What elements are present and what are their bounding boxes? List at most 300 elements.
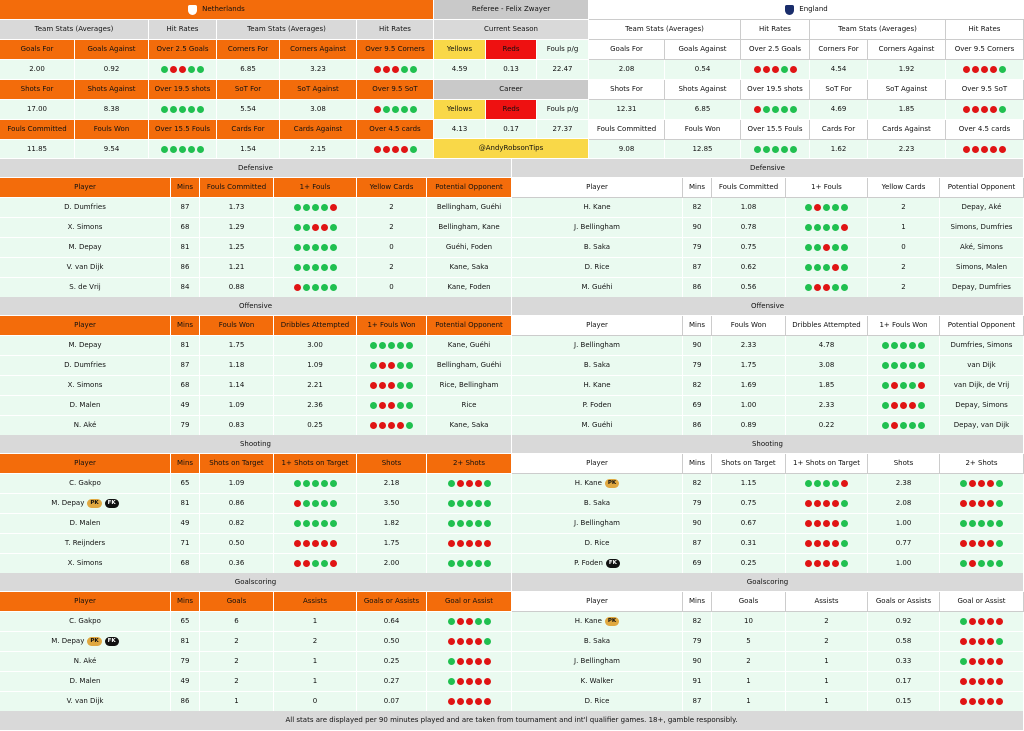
hit-dot-icon: [448, 658, 455, 665]
player-stat: 1: [274, 672, 357, 692]
player-name: [0, 494, 171, 514]
column-header: Mins: [171, 316, 200, 336]
miss-dot-icon: [996, 678, 1003, 685]
miss-dot-icon: [466, 618, 473, 625]
player-stat: 86: [171, 258, 200, 278]
player-name: [0, 692, 171, 712]
miss-dot-icon: [374, 146, 381, 153]
miss-dot-icon: [978, 480, 985, 487]
miss-dot-icon: [972, 146, 979, 153]
free-kick-taker-badge: FK: [105, 499, 119, 508]
player-stat: 1.69: [712, 376, 786, 396]
miss-dot-icon: [448, 698, 455, 705]
miss-dot-icon: [475, 480, 482, 487]
column-header: Mins: [171, 454, 200, 474]
player-stat: 0.36: [200, 554, 274, 574]
hit-dot-icon: [841, 560, 848, 567]
stat-label: Cards For: [810, 120, 868, 140]
miss-dot-icon: [969, 618, 976, 625]
player-name-text: J. Bellingham: [574, 519, 620, 527]
miss-dot-icon: [969, 560, 976, 567]
player-stat: Depay, Simons: [940, 396, 1024, 416]
hit-dot-icon: [832, 204, 839, 211]
player-name-text: H. Kane: [574, 617, 602, 625]
miss-dot-icon: [294, 284, 301, 291]
player-stat: 6: [200, 612, 274, 632]
miss-dot-icon: [475, 698, 482, 705]
stat-value: [946, 140, 1024, 159]
player-stat: 3.50: [357, 494, 427, 514]
column-header: Potential Opponent: [940, 178, 1024, 198]
stat-value: [741, 60, 810, 80]
hit-dot-icon: [294, 264, 301, 271]
miss-dot-icon: [978, 698, 985, 705]
credit-handle: @AndyRobsonTips: [434, 139, 589, 159]
free-kick-taker-badge: FK: [105, 637, 119, 646]
column-header: Player: [512, 178, 683, 198]
miss-dot-icon: [978, 658, 985, 665]
hit-dot-icon: [960, 618, 967, 625]
miss-dot-icon: [388, 382, 395, 389]
player-name: [0, 632, 171, 652]
player-stat: 1.00: [868, 554, 940, 574]
miss-dot-icon: [330, 560, 337, 567]
column-header: Shots on Target: [200, 454, 274, 474]
player-stat: 82: [683, 198, 712, 218]
miss-dot-icon: [370, 382, 377, 389]
player-stat: 2: [200, 632, 274, 652]
player-name-text: M. Guéhi: [581, 421, 613, 429]
stat-value: [149, 100, 217, 120]
miss-dot-icon: [370, 422, 377, 429]
player-stat: [427, 632, 512, 652]
player-name: [0, 356, 171, 376]
free-kick-taker-badge: FK: [606, 559, 620, 568]
column-header: Mins: [683, 178, 712, 198]
miss-dot-icon: [763, 66, 770, 73]
hit-dot-icon: [823, 264, 830, 271]
hit-dot-icon: [996, 480, 1003, 487]
miss-dot-icon: [987, 540, 994, 547]
stat-label: Over 15.5 Fouls: [149, 120, 217, 140]
stat-label: Over 9.5 SoT: [946, 80, 1024, 100]
hit-dot-icon: [891, 362, 898, 369]
miss-dot-icon: [990, 66, 997, 73]
player-stat: 1: [868, 218, 940, 238]
stat-value: 3.23: [280, 60, 357, 80]
player-stat: Rice, Bellingham: [427, 376, 512, 396]
hit-dot-icon: [330, 264, 337, 271]
hit-dot-icon: [321, 480, 328, 487]
player-stat: 1.82: [357, 514, 427, 534]
player-stat: [274, 554, 357, 574]
hit-dot-icon: [805, 480, 812, 487]
miss-dot-icon: [805, 520, 812, 527]
stat-value: [149, 60, 217, 80]
player-name: [0, 396, 171, 416]
player-stat: 1.21: [200, 258, 274, 278]
miss-dot-icon: [383, 66, 390, 73]
hit-dot-icon: [841, 284, 848, 291]
stat-label: Cards Against: [280, 120, 357, 140]
player-stat: 1.25: [200, 238, 274, 258]
miss-dot-icon: [963, 66, 970, 73]
player-stat: 1.00: [868, 514, 940, 534]
hit-dot-icon: [321, 204, 328, 211]
hit-dot-icon: [882, 342, 889, 349]
player-name-text: J. Bellingham: [574, 223, 620, 231]
miss-dot-icon: [832, 500, 839, 507]
player-stat: [427, 474, 512, 494]
hit-dot-icon: [484, 638, 491, 645]
player-name: [512, 692, 683, 712]
hit-dot-icon: [969, 520, 976, 527]
player-stat: 1.85: [786, 376, 868, 396]
player-stat: 82: [683, 376, 712, 396]
hit-dot-icon: [406, 422, 413, 429]
player-name: [0, 514, 171, 534]
miss-dot-icon: [379, 382, 386, 389]
miss-dot-icon: [383, 146, 390, 153]
player-stat: 1.75: [712, 356, 786, 376]
miss-dot-icon: [987, 678, 994, 685]
stat-value: [946, 60, 1024, 80]
player-stat: [786, 238, 868, 258]
hit-dot-icon: [179, 106, 186, 113]
referee-current-value: 4.59: [434, 60, 486, 80]
player-stat: 0.22: [786, 416, 868, 436]
miss-dot-icon: [466, 658, 473, 665]
hit-dot-icon: [882, 422, 889, 429]
hit-dot-icon: [900, 362, 907, 369]
hit-dot-icon: [763, 106, 770, 113]
player-stat: 0.77: [868, 534, 940, 554]
player-stat: 79: [683, 632, 712, 652]
hit-dot-icon: [312, 284, 319, 291]
stat-label: Over 19.5 shots: [149, 80, 217, 100]
player-stat: Kane, Saka: [427, 416, 512, 436]
stat-value: 1.92: [868, 60, 946, 80]
player-stat: Kane, Foden: [427, 278, 512, 298]
netherlands-title: [0, 0, 434, 20]
hit-dot-icon: [814, 244, 821, 251]
team-stats-header: Hit Rates: [149, 20, 217, 40]
player-stat: 82: [683, 612, 712, 632]
hit-dot-icon: [170, 146, 177, 153]
hit-dot-icon: [401, 106, 408, 113]
hit-dot-icon: [294, 224, 301, 231]
player-stat: [868, 416, 940, 436]
player-name-text: M. Depay: [51, 637, 85, 645]
player-name-text: D. Malen: [69, 401, 101, 409]
hit-dot-icon: [330, 224, 337, 231]
section-title: Offensive: [512, 297, 1024, 316]
stat-label: Over 2.5 Goals: [741, 40, 810, 60]
player-stat: Bellingham, Kane: [427, 218, 512, 238]
referee-title: Referee - Felix Zwayer: [434, 0, 589, 20]
player-stat: [940, 692, 1024, 712]
stat-label: Cards Against: [868, 120, 946, 140]
miss-dot-icon: [900, 402, 907, 409]
player-name-text: D. Malen: [69, 677, 101, 685]
player-stat: [357, 376, 427, 396]
hit-dot-icon: [999, 66, 1006, 73]
miss-dot-icon: [960, 678, 967, 685]
miss-dot-icon: [823, 284, 830, 291]
player-stat: Kane, Guéhi: [427, 336, 512, 356]
player-name-text: D. Dumfries: [64, 203, 106, 211]
stat-label: Over 4.5 cards: [946, 120, 1024, 140]
player-name-text: P. Foden: [574, 559, 603, 567]
miss-dot-icon: [484, 540, 491, 547]
player-name: [0, 474, 171, 494]
miss-dot-icon: [987, 500, 994, 507]
player-stat: 1.18: [200, 356, 274, 376]
miss-dot-icon: [960, 698, 967, 705]
hit-dot-icon: [841, 540, 848, 547]
player-stat: 0.56: [712, 278, 786, 298]
player-stat: 0.58: [868, 632, 940, 652]
hit-dot-icon: [781, 66, 788, 73]
player-stat: 2: [786, 632, 868, 652]
stat-value: 12.31: [589, 100, 665, 120]
player-stat: 1.75: [200, 336, 274, 356]
column-header: Fouls Committed: [712, 178, 786, 198]
player-stat: 0: [868, 238, 940, 258]
player-name-text: J. Bellingham: [574, 341, 620, 349]
player-stat: 81: [171, 632, 200, 652]
player-stat: [427, 554, 512, 574]
player-name: [0, 278, 171, 298]
column-header: Fouls Won: [200, 316, 274, 336]
stat-value: 9.54: [75, 140, 149, 159]
player-stat: 0.27: [357, 672, 427, 692]
player-name: [512, 672, 683, 692]
player-stat: [940, 612, 1024, 632]
player-name: [512, 514, 683, 534]
team-stats-header: Team Stats (Averages): [589, 20, 741, 40]
player-stat: 1: [200, 692, 274, 712]
miss-dot-icon: [805, 500, 812, 507]
player-name: [512, 632, 683, 652]
stat-label: Shots For: [0, 80, 75, 100]
player-stat: 1.29: [200, 218, 274, 238]
section-title: Defensive: [0, 159, 512, 178]
miss-dot-icon: [823, 500, 830, 507]
player-stat: 2.33: [786, 396, 868, 416]
miss-dot-icon: [891, 422, 898, 429]
player-stat: 0.83: [200, 416, 274, 436]
player-stat: 0.86: [200, 494, 274, 514]
miss-dot-icon: [969, 500, 976, 507]
column-header: Yellow Cards: [868, 178, 940, 198]
miss-dot-icon: [754, 106, 761, 113]
player-name: [512, 554, 683, 574]
hit-dot-icon: [996, 540, 1003, 547]
player-stat: 90: [683, 336, 712, 356]
stat-label: Shots For: [589, 80, 665, 100]
player-stat: [940, 652, 1024, 672]
column-header: Shots on Target: [712, 454, 786, 474]
hit-dot-icon: [781, 106, 788, 113]
hit-dot-icon: [790, 146, 797, 153]
player-stat: 0.75: [712, 238, 786, 258]
player-name: [0, 652, 171, 672]
miss-dot-icon: [303, 540, 310, 547]
miss-dot-icon: [754, 66, 761, 73]
player-stat: 4.78: [786, 336, 868, 356]
player-stat: 84: [171, 278, 200, 298]
stat-label: Goals Against: [75, 40, 149, 60]
miss-dot-icon: [388, 422, 395, 429]
miss-dot-icon: [814, 284, 821, 291]
miss-dot-icon: [303, 560, 310, 567]
team-name: Netherlands: [202, 5, 245, 13]
hit-dot-icon: [188, 66, 195, 73]
hit-dot-icon: [790, 106, 797, 113]
player-name-text: D. Rice: [584, 263, 610, 271]
player-name: [512, 356, 683, 376]
player-stat: [357, 416, 427, 436]
hit-dot-icon: [484, 500, 491, 507]
hit-dot-icon: [294, 480, 301, 487]
stat-label: Over 4.5 cards: [357, 120, 434, 140]
player-stat: [357, 396, 427, 416]
hit-dot-icon: [397, 362, 404, 369]
hit-dot-icon: [814, 264, 821, 271]
player-name: [0, 218, 171, 238]
column-header: Fouls Won: [712, 316, 786, 336]
hit-dot-icon: [379, 342, 386, 349]
player-stat: 1: [786, 692, 868, 712]
miss-dot-icon: [918, 382, 925, 389]
miss-dot-icon: [969, 480, 976, 487]
hit-dot-icon: [179, 146, 186, 153]
team-stats-header: Hit Rates: [946, 20, 1024, 40]
team-stats-header: Hit Rates: [357, 20, 434, 40]
player-name-text: H. Kane: [583, 381, 611, 389]
player-stat: Aké, Simons: [940, 238, 1024, 258]
player-stat: 2: [786, 612, 868, 632]
miss-dot-icon: [379, 422, 386, 429]
column-header: 1+ Shots on Target: [274, 454, 357, 474]
player-stat: 3.00: [274, 336, 357, 356]
hit-dot-icon: [805, 224, 812, 231]
player-stat: 10: [712, 612, 786, 632]
player-stat: 2.08: [868, 494, 940, 514]
stat-value: 5.54: [217, 100, 280, 120]
hit-dot-icon: [841, 520, 848, 527]
hit-dot-icon: [312, 520, 319, 527]
hit-dot-icon: [996, 520, 1003, 527]
hit-dot-icon: [882, 362, 889, 369]
referee-label: Fouls p/g: [537, 40, 589, 60]
miss-dot-icon: [960, 638, 967, 645]
hit-dot-icon: [330, 244, 337, 251]
miss-dot-icon: [321, 224, 328, 231]
miss-dot-icon: [484, 678, 491, 685]
hit-dot-icon: [410, 106, 417, 113]
player-stat: 69: [683, 554, 712, 574]
player-stat: [786, 258, 868, 278]
miss-dot-icon: [330, 540, 337, 547]
player-stat: 2: [868, 278, 940, 298]
penalty-taker-badge: PK: [87, 637, 101, 646]
player-name-text: P. Foden: [582, 401, 612, 409]
player-stat: [357, 336, 427, 356]
player-stat: 81: [171, 494, 200, 514]
player-stat: 1.09: [200, 396, 274, 416]
miss-dot-icon: [392, 146, 399, 153]
stat-value: 8.38: [75, 100, 149, 120]
miss-dot-icon: [379, 362, 386, 369]
stat-value: 6.85: [217, 60, 280, 80]
player-stat: 79: [171, 652, 200, 672]
hit-dot-icon: [303, 520, 310, 527]
stat-value: 9.08: [589, 140, 665, 159]
hit-dot-icon: [900, 342, 907, 349]
miss-dot-icon: [374, 66, 381, 73]
player-name-text: X. Simons: [67, 559, 103, 567]
player-stat: 2: [200, 652, 274, 672]
miss-dot-icon: [312, 540, 319, 547]
player-stat: [940, 534, 1024, 554]
hit-dot-icon: [406, 402, 413, 409]
player-stat: 2: [868, 258, 940, 278]
miss-dot-icon: [466, 638, 473, 645]
stat-value: 0.92: [75, 60, 149, 80]
player-stat: [427, 534, 512, 554]
footer-disclaimer: All stats are displayed per 90 minutes played and are taken from tournament and int'l qualifier games. 18+, gamble responsibly.: [0, 711, 1024, 731]
column-header: Potential Opponent: [427, 316, 512, 336]
hit-dot-icon: [475, 560, 482, 567]
player-stat: Simons, Malen: [940, 258, 1024, 278]
player-stat: 65: [171, 612, 200, 632]
hit-dot-icon: [987, 560, 994, 567]
player-name: [512, 218, 683, 238]
column-header: Shots: [868, 454, 940, 474]
player-stat: 0: [274, 692, 357, 712]
hit-dot-icon: [999, 106, 1006, 113]
miss-dot-icon: [466, 480, 473, 487]
player-name-text: T. Reijnders: [64, 539, 106, 547]
stat-label: Fouls Committed: [0, 120, 75, 140]
player-name: [0, 672, 171, 692]
miss-dot-icon: [978, 638, 985, 645]
hit-dot-icon: [321, 560, 328, 567]
referee-label: Fouls p/g: [537, 100, 589, 120]
player-name: [512, 534, 683, 554]
player-stat: 1.73: [200, 198, 274, 218]
player-name: [0, 238, 171, 258]
player-name-text: H. Kane: [583, 203, 611, 211]
player-stat: 87: [171, 198, 200, 218]
hit-dot-icon: [410, 66, 417, 73]
player-stat: [868, 356, 940, 376]
hit-dot-icon: [484, 618, 491, 625]
stat-value: 17.00: [0, 100, 75, 120]
player-name: [512, 612, 683, 632]
miss-dot-icon: [475, 658, 482, 665]
player-stat: [427, 652, 512, 672]
team-stats-header: Team Stats (Averages): [810, 20, 946, 40]
player-stat: 68: [171, 376, 200, 396]
player-name-text: D. Rice: [584, 697, 610, 705]
hit-dot-icon: [370, 402, 377, 409]
stat-label: Shots Against: [75, 80, 149, 100]
hit-dot-icon: [161, 146, 168, 153]
hit-dot-icon: [960, 520, 967, 527]
